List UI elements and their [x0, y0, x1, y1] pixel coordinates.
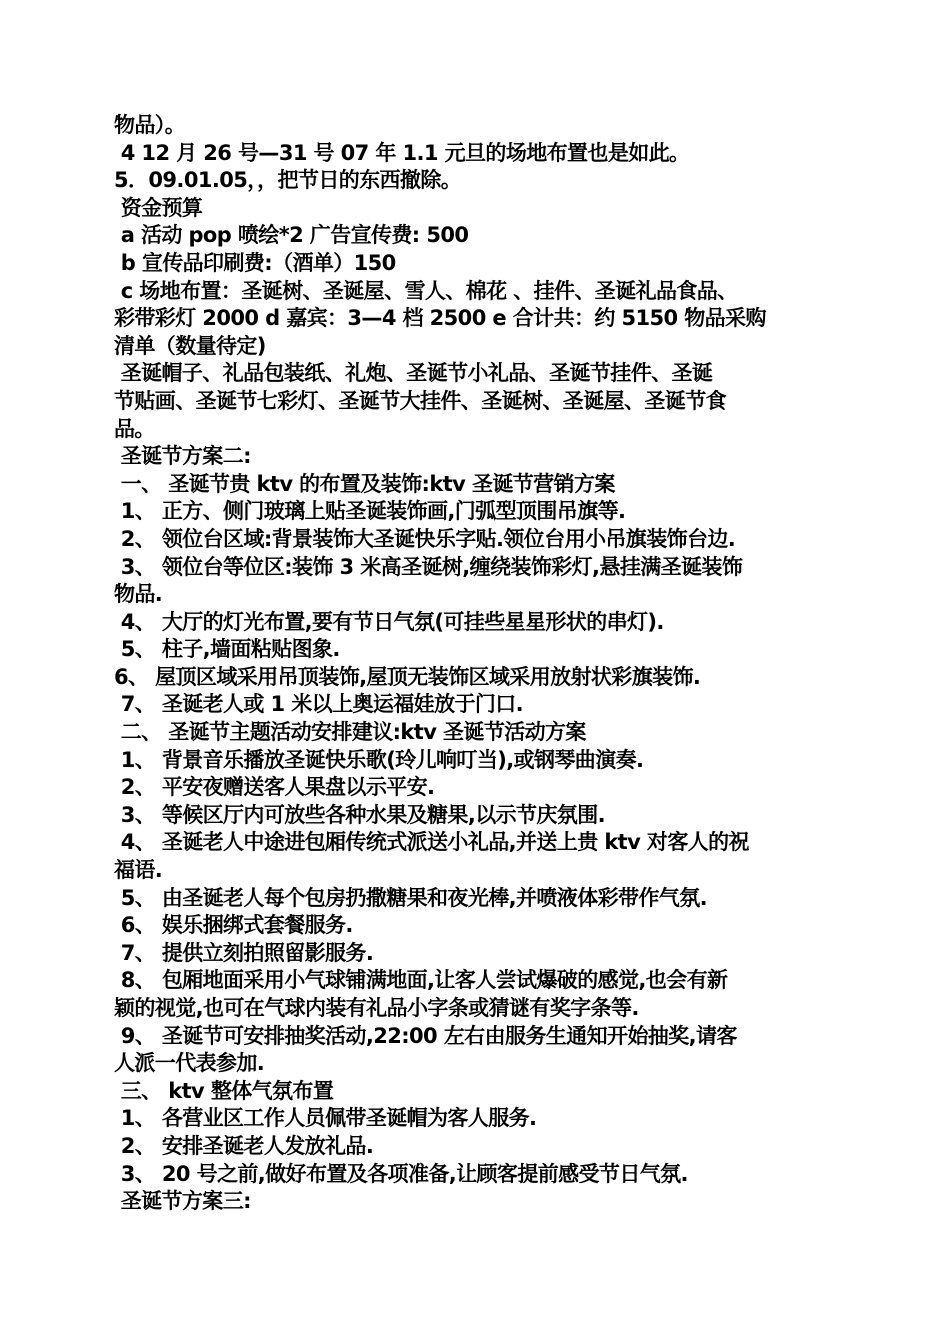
text-line: 彩带彩灯 2000 d 嘉宾：3—4 档 2500 e 合计共：约 5150 物品采购	[114, 306, 766, 331]
list-item: 9、 圣诞节可安排抽奖活动,22:00 左右由服务生通知开始抽奖,请客	[114, 1023, 737, 1048]
text-line: a 活动 pop 喷绘*2 广告宣传费: 500	[114, 223, 469, 248]
text-line: 人派一代表参加.	[114, 1051, 265, 1076]
list-item: 2、 安排圣诞老人发放礼品.	[114, 1133, 374, 1158]
list-item: 3、 20 号之前,做好布置及各项准备,让顾客提前感受节日气氛.	[114, 1161, 688, 1186]
list-item: 5、 柱子,墙面粘贴图象.	[114, 637, 340, 662]
list-item: 8、 包厢地面采用小气球铺满地面,让客人尝试爆破的感觉,也会有新	[114, 968, 728, 993]
text-line: 品。	[114, 416, 155, 441]
section-heading: 三、 ktv 整体气氛布置	[114, 1078, 334, 1103]
list-item: 3、 等候区厅内可放些各种水果及糖果,以示节庆氛围.	[114, 802, 605, 827]
list-item: 6、 娱乐捆绑式套餐服务.	[114, 913, 353, 938]
section-heading: 资金预算	[114, 195, 203, 220]
text-line: c 场地布置：圣诞树、圣诞屋、雪人、棉花 、挂件、圣诞礼品食品、	[114, 278, 738, 303]
section-heading: 圣诞节方案三:	[114, 1189, 251, 1214]
list-item: 6、 屋顶区域采用吊顶装饰,屋顶无装饰区域采用放射状彩旗装饰.	[114, 664, 701, 689]
text-line: 清单（数量待定)	[114, 333, 266, 358]
list-item: 1、 背景音乐播放圣诞快乐歌(玲儿响叮当),或钢琴曲演奏.	[114, 747, 644, 772]
list-item: 7、 提供立刻拍照留影服务.	[114, 940, 374, 965]
section-heading: 圣诞节方案二:	[114, 444, 251, 469]
text-line: 节贴画、圣诞节七彩灯、圣诞节大挂件、圣诞树、圣诞屋、圣诞节食	[114, 388, 726, 413]
text-line: 物品）。	[114, 113, 186, 137]
list-item: 3、 领位台等位区:装饰 3 米高圣诞树,缠绕装饰彩灯,悬挂满圣诞装饰	[114, 554, 743, 579]
text-line: 颖的视觉,也可在气球内装有礼品小字条或猜谜有奖字条等.	[114, 996, 639, 1020]
text-line: b 宣传品印刷费:（酒单）150	[114, 250, 396, 275]
list-item: 2、 平安夜赠送客人果盘以示平安.	[114, 775, 435, 800]
list-item: 4、 大厅的灯光布置,要有节日气氛(可挂些星星形状的串灯).	[114, 609, 664, 634]
list-item: 1、 正方、侧门玻璃上贴圣诞装饰画,门弧型顶围吊旗等.	[114, 499, 626, 524]
text-line: 福语.	[114, 858, 163, 883]
text-line: 圣诞帽子、礼品包装纸、礼炮、圣诞节小礼品、圣诞节挂件、圣诞	[114, 361, 713, 386]
text-line: 4 12 月 26 号—31 号 07 年 1.1 元旦的场地布置也是如此。	[114, 140, 690, 165]
list-item: 2、 领位台区域:背景装饰大圣诞快乐字贴.领位台用小吊旗装饰台边.	[114, 526, 736, 551]
list-item: 7、 圣诞老人或 1 米以上奥运福娃放于门口.	[114, 692, 524, 717]
section-heading: 二、 圣诞节主题活动安排建议:ktv 圣诞节活动方案	[114, 720, 586, 745]
section-heading: 一、 圣诞节贵 ktv 的布置及装饰:ktv 圣诞节营销方案	[114, 471, 615, 496]
list-item: 1、 各营业区工作人员佩带圣诞帽为客人服务.	[114, 1106, 537, 1131]
list-item: 4、 圣诞老人中途进包厢传统式派送小礼品,并送上贵 ktv 对客人的祝	[114, 830, 749, 855]
document-body	[114, 112, 844, 1216]
text-line: 物品.	[114, 582, 163, 607]
list-item: 5、 由圣诞老人每个包房扔撒糖果和夜光棒,并喷液体彩带作气氛.	[114, 885, 707, 910]
text-line: 5．09.01.05，，把节日的东西撤除。	[114, 168, 462, 193]
